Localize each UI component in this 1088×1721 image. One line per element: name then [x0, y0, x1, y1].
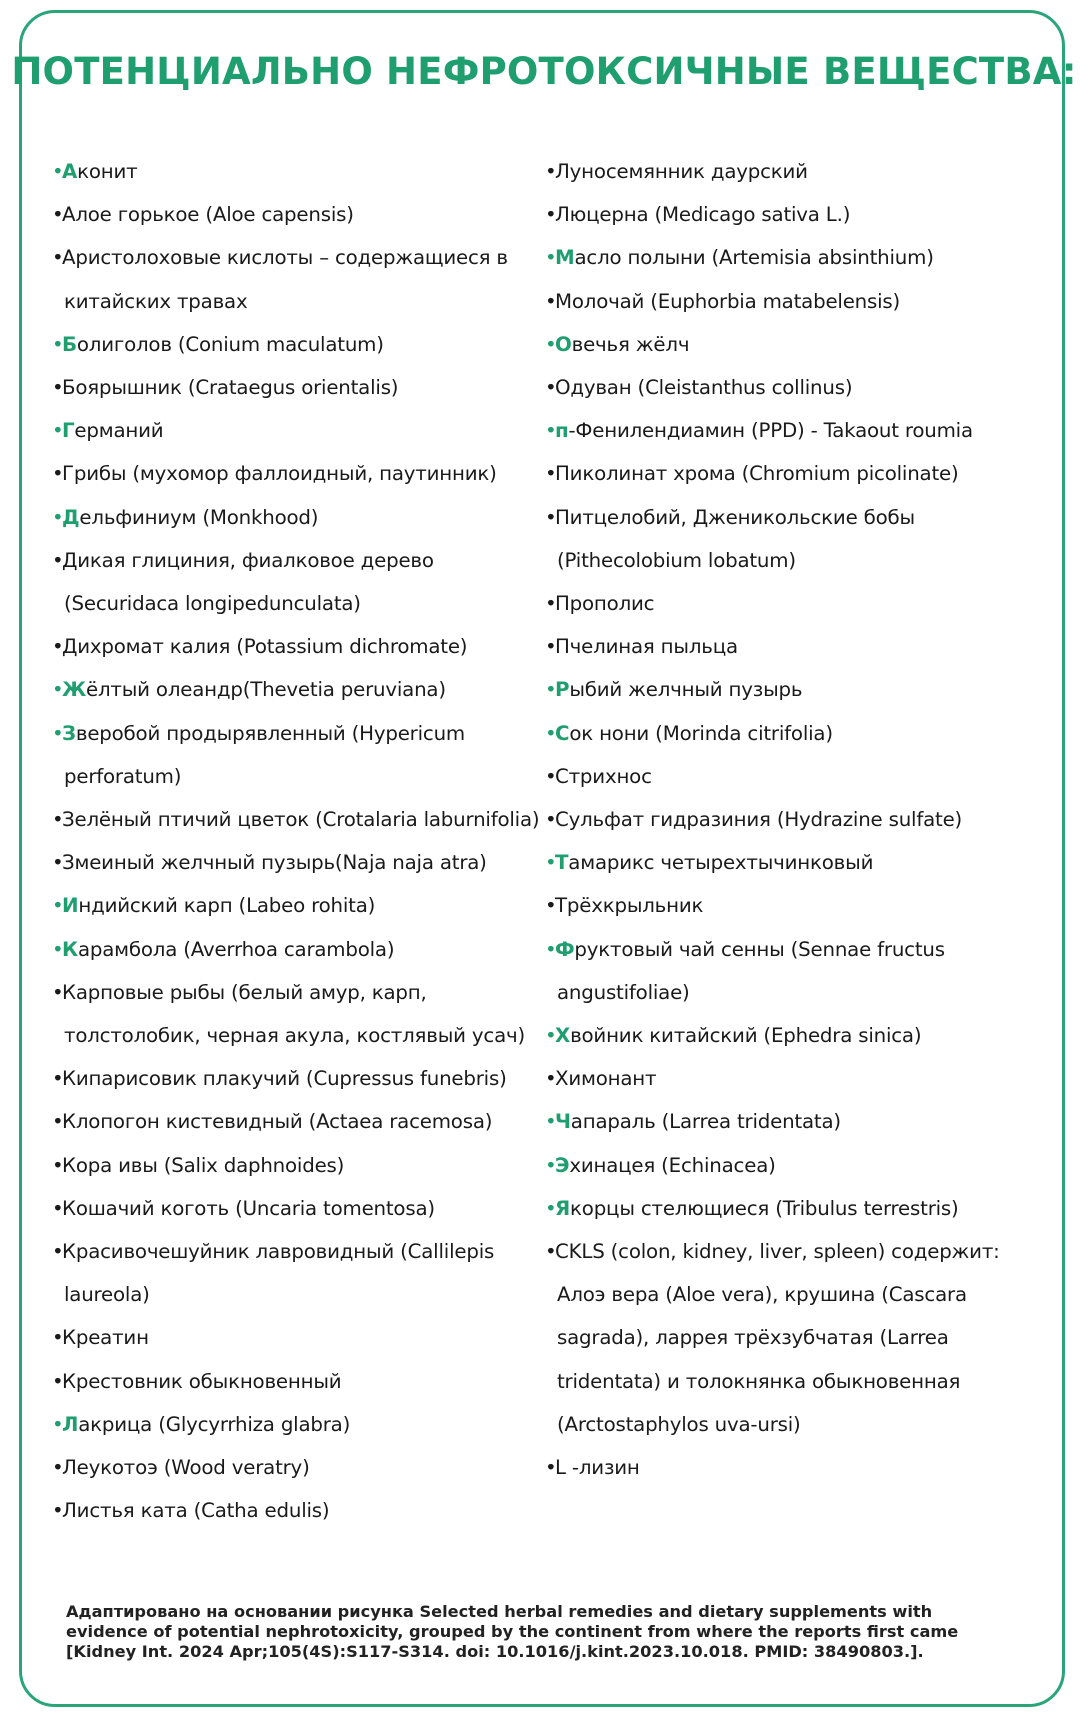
item-text: • Змеиный желчный пузырь(Naja naja atra) [62, 851, 487, 875]
list-item [545, 236, 1045, 279]
list-item [545, 409, 1045, 452]
item-lead-letter: Я [555, 1196, 571, 1220]
list-item [545, 625, 1045, 668]
list-item [52, 1489, 548, 1532]
item-lead-letter: Т [555, 851, 569, 875]
item-text: • Химонант [555, 1067, 657, 1091]
item-lead-letter: Л [62, 1412, 79, 1436]
item-text-rest: конит [77, 160, 138, 183]
list-item [545, 280, 1045, 323]
item-text-rest: ыбий желчный пузырь [569, 678, 803, 702]
item-text [555, 323, 1045, 366]
item-text-continued: (Pithecolobium lobatum) [557, 548, 796, 572]
list-item [52, 1360, 548, 1403]
item-text: • Алое горькое (Aloe capensis) [62, 203, 354, 227]
item-text-rest: руктовый чай сенны (Sennae fructus [574, 937, 945, 961]
item-lead-letter: Д [62, 505, 80, 529]
item-lead-letter: Э [555, 1153, 570, 1177]
list-item [545, 496, 1045, 582]
list-item [545, 668, 1045, 711]
list-item [52, 496, 548, 539]
item-text: • Люцерна (Medicago sativa L.) [555, 203, 851, 227]
item-text-rest: олиголов (Conium maculatum) [76, 332, 384, 356]
item-lead-letter: Х [555, 1024, 571, 1048]
list-item [52, 150, 548, 193]
list-item [52, 971, 548, 1057]
item-text: • Пчелиная пыльца [555, 635, 738, 659]
list-item [52, 1316, 548, 1359]
list-item [545, 452, 1045, 495]
list-item [545, 1014, 1045, 1057]
item-text-rest: асло полыни (Artemisia absinthium) [574, 246, 934, 270]
item-text-rest: хинацея (Echinacea) [569, 1153, 776, 1177]
item-text: • Крестовник обыкновенный [62, 1369, 342, 1393]
item-text [62, 409, 548, 452]
item-text-continued: (Arctostaphylos uva-ursi) [557, 1412, 801, 1436]
source-citation: Адаптировано на основании рисунка Selected herbal remedies and dietary supplements with evidence of potential nephrotoxicity, grouped by the continent from where the reports first came [Kidney Int. 2024 Apr;105(4S):S117-S314. doi: 10.1016/j.kint.2023.10.018. PMID: 38490803.]. [66, 1602, 959, 1661]
item-lead-letter: М [555, 246, 575, 270]
item-text [62, 1403, 548, 1446]
item-text: • Красивочешуйник лавровидный (Callilepis [62, 1240, 495, 1264]
list-item [545, 1187, 1045, 1230]
list-item [52, 323, 548, 366]
item-lead-letter: З [62, 721, 76, 745]
list-item [52, 1446, 548, 1489]
list-item [52, 928, 548, 971]
item-text-rest: корцы стелющиеся (Tribulus terrestris) [570, 1196, 959, 1220]
item-text-continued: толстолобик, черная акула, костлявый усач) [64, 1024, 525, 1048]
list-item [52, 668, 548, 711]
list-item [52, 366, 548, 409]
item-text: • Сульфат гидразиния (Hydrazine sulfate) [555, 808, 963, 832]
list-item [52, 1187, 548, 1230]
list-item [545, 1100, 1045, 1143]
item-text [62, 884, 548, 927]
list-item [545, 1446, 1045, 1489]
list-item [52, 1230, 548, 1316]
list-item [52, 841, 548, 884]
list-item [52, 625, 548, 668]
item-lead-letter: Г [62, 419, 75, 443]
list-item [545, 582, 1045, 625]
item-text [62, 668, 548, 711]
item-text [555, 928, 1045, 971]
list-item [545, 798, 1045, 841]
list-item [52, 236, 548, 322]
list-item [545, 928, 1045, 1014]
item-text-rest: ндийский карп (Labeo rohita) [78, 894, 376, 918]
list-item [52, 1144, 548, 1187]
item-text-continued: laureola) [64, 1283, 150, 1307]
item-text [555, 236, 1045, 279]
item-text: • Боярышник (Crataegus orientalis) [62, 376, 399, 400]
item-text [62, 323, 548, 366]
item-lead-letter: О [555, 332, 572, 356]
item-text-continued: perforatum) [64, 764, 182, 788]
item-text: • Одуван (Cleistanthus collinus) [555, 376, 853, 400]
list-item [52, 1100, 548, 1143]
item-text: • Прополис [555, 592, 655, 616]
item-text-continued: sagrada), ларрея трёхзубчатая (Larrea [557, 1326, 949, 1350]
item-text-continued: Алоэ вера (Aloe vera), крушина (Cascara [557, 1283, 967, 1307]
list-item [52, 884, 548, 927]
item-text: • Клопогон кистевидный (Actaea racemosa) [62, 1110, 493, 1134]
item-text: • Пиколинат хрома (Chromium picolinate) [555, 462, 959, 486]
item-text [555, 712, 1045, 755]
item-text: • Грибы (мухомор фаллоидный, паутинник) [62, 462, 497, 486]
list-item [52, 539, 548, 625]
item-text: • Стрихнос [555, 764, 652, 788]
item-text-continued: angustifoliae) [557, 980, 690, 1004]
list-item [545, 755, 1045, 798]
item-lead-letter: К [62, 937, 78, 961]
item-text [62, 150, 548, 193]
item-lead-letter: Р [555, 678, 570, 702]
list-item [52, 1057, 548, 1100]
item-text: • Леукотоэ (Wood veratry) [62, 1456, 310, 1480]
item-lead-letter: Ч [555, 1110, 571, 1134]
substance-list-right [545, 150, 1045, 1489]
list-item [545, 193, 1045, 236]
item-text [555, 1144, 1045, 1187]
item-text-rest: войник китайский (Ephedra sinica) [570, 1024, 922, 1048]
substance-list-left [52, 150, 548, 1533]
item-lead-letter: С [555, 721, 570, 745]
list-item [545, 1230, 1045, 1446]
item-text: • Кора ивы (Salix daphnoides) [62, 1153, 345, 1177]
item-text: • Кошачий коготь (Uncaria tomentosa) [62, 1196, 435, 1220]
item-text-rest: ельфиниум (Monkhood) [79, 505, 319, 529]
item-text-rest: -Фенилендиамин (PPD) - Takaout roumia [568, 419, 973, 443]
list-item [545, 884, 1045, 927]
item-text: • Молочай (Euphorbia matabelensis) [555, 289, 901, 313]
item-lead-letter: Ф [555, 937, 575, 961]
item-text: • Карповые рыбы (белый амур, карп, [62, 980, 427, 1004]
item-text: • Зелёный птичий цветок (Crotalaria laburnifolia) [62, 808, 540, 832]
item-text-rest: амарикс четырехтычинковый [568, 851, 874, 875]
list-item [52, 798, 548, 841]
item-text-continued: tridentata) и толокнянка обыкновенная [557, 1369, 961, 1393]
item-text [555, 409, 1045, 452]
item-lead-letter: А [62, 160, 78, 183]
list-item [52, 193, 548, 236]
item-text-rest: акрица (Glycyrrhiza glabra) [78, 1412, 351, 1436]
item-text [62, 496, 548, 539]
item-text [555, 668, 1045, 711]
item-text [555, 1014, 1045, 1057]
item-text-rest: веробой продырявленный (Hypericum [75, 721, 465, 745]
item-text-rest: ерманий [74, 419, 164, 443]
list-item [545, 841, 1045, 884]
item-text [555, 1100, 1045, 1143]
item-text-continued: (Securidaca longipedunculata) [64, 592, 361, 616]
item-text [62, 928, 548, 971]
item-text: • CKLS (colon, kidney, liver, spleen) содержит: [555, 1240, 1000, 1264]
item-text [62, 712, 548, 755]
item-lead-letter: Б [62, 332, 77, 356]
list-item [52, 409, 548, 452]
item-text: • L -лизин [555, 1456, 640, 1480]
item-text: • Луносемянник даурский [555, 160, 808, 183]
list-item [52, 712, 548, 798]
item-text-rest: вечья жёлч [571, 332, 690, 356]
item-text: • Аристолоховые кислоты – содержащиеся в [62, 246, 508, 270]
list-item [545, 712, 1045, 755]
item-text: • Листья ката (Catha edulis) [62, 1499, 330, 1523]
item-text [555, 841, 1045, 884]
page-title: ПОТЕНЦИАЛЬНО НЕФРОТОКСИЧНЫЕ ВЕЩЕСТВА: [11, 50, 1077, 93]
item-lead-letter: Ж [62, 678, 87, 702]
list-item [545, 1057, 1045, 1100]
list-item [545, 150, 1045, 193]
list-item [52, 1403, 548, 1446]
item-text: • Креатин [62, 1326, 149, 1350]
item-text: • Питцелобий, Дженикольские бобы [555, 505, 915, 529]
item-text: • Дихромат калия (Potassium dichromate) [62, 635, 468, 659]
item-text: • Дикая глициния, фиалковое дерево [62, 548, 434, 572]
item-text-continued: китайских травах [64, 289, 248, 313]
item-lead-letter: И [62, 894, 79, 918]
item-text-rest: ёлтый олеандр(Thevetia peruviana) [86, 678, 446, 702]
item-text: • Трёхкрыльник [555, 894, 704, 918]
item-text: • Кипарисовик плакучий (Cupressus funebris) [62, 1067, 507, 1091]
item-text-rest: апараль (Larrea tridentata) [570, 1110, 841, 1134]
list-item [545, 1144, 1045, 1187]
item-text [555, 1187, 1045, 1230]
item-text-rest: арамбола (Averrhoa carambola) [77, 937, 395, 961]
list-item [545, 323, 1045, 366]
item-lead-letter: п [555, 419, 569, 443]
item-text-rest: ок нони (Morinda citrifolia) [569, 721, 833, 745]
list-item [545, 366, 1045, 409]
list-item [52, 452, 548, 495]
